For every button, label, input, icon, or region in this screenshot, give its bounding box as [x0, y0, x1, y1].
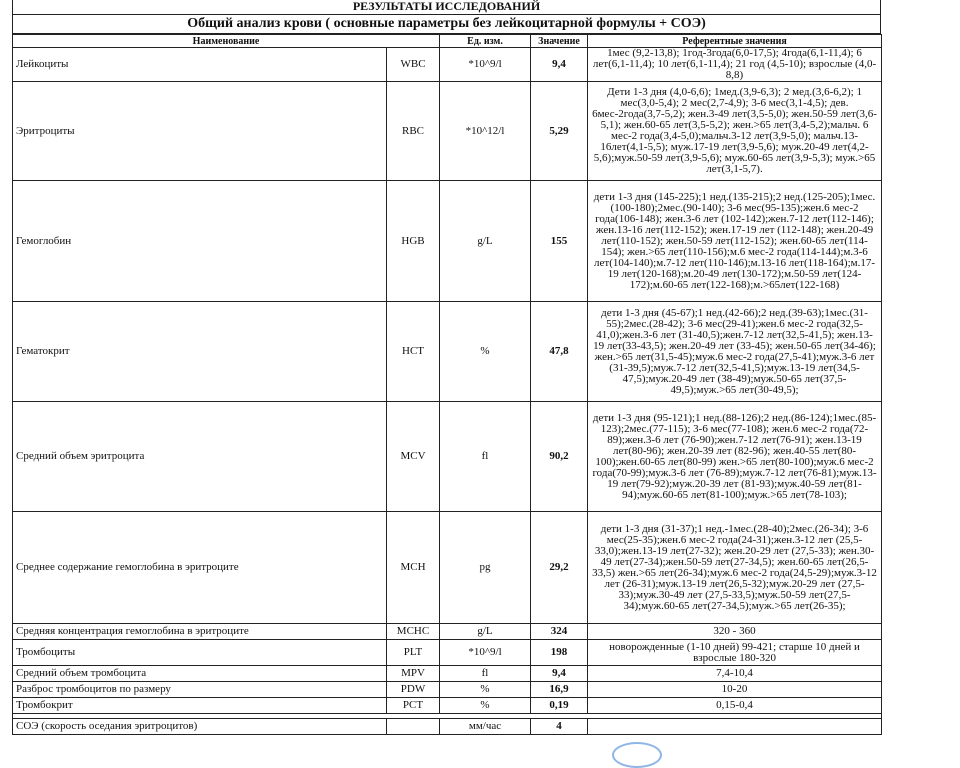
row-code: MCHC — [387, 624, 440, 640]
esr-row — [13, 719, 882, 735]
row-code: MCH — [387, 512, 440, 624]
row-name: Средняя концентрация гемоглобина в эритроците — [13, 624, 387, 640]
row-unit: % — [440, 682, 531, 698]
row-ref — [588, 719, 882, 735]
row-unit: g/L — [440, 181, 531, 302]
row-value: 9,4 — [531, 666, 588, 682]
row-code: MPV — [387, 666, 440, 682]
col-header-name: Наименование — [13, 35, 440, 48]
row-name: Тромбокрит — [13, 698, 387, 714]
table-row — [13, 302, 882, 402]
row-value: 16,9 — [531, 682, 588, 698]
row-name: Разброс тромбоцитов по размеру — [13, 682, 387, 698]
row-value: 29,2 — [531, 512, 588, 624]
row-name: Тромбоциты — [13, 640, 387, 666]
results-table — [12, 34, 882, 735]
row-code: RBC — [387, 82, 440, 181]
table-row — [13, 402, 882, 512]
row-value: 4 — [531, 719, 588, 735]
table-row — [13, 624, 882, 640]
row-value: 155 — [531, 181, 588, 302]
row-code: MCV — [387, 402, 440, 512]
row-unit: *10^12/l — [440, 82, 531, 181]
row-code: PCT — [387, 698, 440, 714]
row-ref: дети 1-3 дня (45-67);1 нед.(42-66);2 нед.(39-63);1мес.(31-55);2мес.(28-42); 3-6 мес(29-41);жен.6 мес-2 года(32,5-41,0);жен.3-6 лет (31-40,5);жен.7-12 лет(32,5-41,5); жен.13-19 лет(33-43,5); жен.20-49 лет (33-45); жен.50-65 лет(34-46); жен.>65 лет(31,5-45);муж.6 мес-2 года(27,5-41);муж.3-6 лет (31-39,5);муж.7-12 лет(32,5-41,5);муж.13-19 лет(34,5-47,5);муж.20-49 лет (38-49);муж.50-65 лет(37,5-49,5);муж.>65 лет(30-49,5); — [588, 302, 882, 402]
row-code: HCT — [387, 302, 440, 402]
row-value: 90,2 — [531, 402, 588, 512]
row-value: 0,19 — [531, 698, 588, 714]
row-unit: *10^9/l — [440, 640, 531, 666]
row-ref: 10-20 — [588, 682, 882, 698]
row-value: 324 — [531, 624, 588, 640]
row-unit: g/L — [440, 624, 531, 640]
row-code — [387, 719, 440, 735]
table-row — [13, 682, 882, 698]
results-sheet — [12, 0, 881, 735]
row-unit: *10^9/l — [440, 48, 531, 82]
row-ref: дети 1-3 дня (31-37);1 нед.-1мес.(28-40);2мес.(26-34); 3-6 мес(25-35);жен.6 мес-2 года(24-31);жен.3-12 лет (25,5-33,0);жен.13-19 лет(27-32); жен.20-29 лет (27,5-33); жен.30-49 лет(27-34);жен.50-59 лет(27-34,5); жен.60-65 лет(26,5-33,5) жен.>65 лет(26-34);муж.6 мес-2 года(24,5-29);муж.3-12 лет (26-31);муж.13-19 лет(26,5-32);муж.20-29 лет (27,5-33);муж.30-49 лет (27,5-33,5);муж.50-59 лет(27,5-34);муж.60-65 лет(27-34,5);муж.>65 лет(26-35); — [588, 512, 882, 624]
row-name: Эритроциты — [13, 82, 387, 181]
row-value: 47,8 — [531, 302, 588, 402]
row-ref: новорожденные (1-10 дней) 99-421; старше 10 дней и взрослые 180-320 — [588, 640, 882, 666]
row-name: Лейкоциты — [13, 48, 387, 82]
row-value: 5,29 — [531, 82, 588, 181]
report-header: РЕЗУЛЬТАТЫ ИССЛЕДОВАНИЙ — [12, 0, 881, 15]
row-ref: дети 1-3 дня (145-225);1 нед.(135-215);2 нед.(125-205);1мес.(100-180);2мес.(90-140); 3-6 мес(95-135);жен.6 мес-2 года(106-148); жен.3-6 лет (102-142);жен.7-12 лет(112-146); жен.13-16 лет(112-152); жен.17-19 лет (112-148); жен.20-49 лет(110-152); жен.50-59 лет(112-152); жен.60-65 лет(114-154); жен.>65 лет(110-156);м.6 мес-2 года(114-144);м.3-6 лет(104-140);м.7-12 лет(110-146);м.13-16 лет(118-164);м.17-19 лет(120-168);м.20-49 лет(130-172);м.50-59 лет(124-172);м.60-65 лет(122-168);м.>65лет(122-168) — [588, 181, 882, 302]
table-row — [13, 82, 882, 181]
row-unit: fl — [440, 402, 531, 512]
row-name: СОЭ (скорость оседания эритроцитов) — [13, 719, 387, 735]
table-row — [13, 698, 882, 714]
row-name: Среднее содержание гемоглобина в эритроците — [13, 512, 387, 624]
table-row — [13, 181, 882, 302]
row-ref: дети 1-3 дня (95-121);1 нед.(88-126);2 нед.(86-124);1мес.(85-123);2мес.(77-115); 3-6 мес(77-108); жен.6 мес-2 года(72-89);жен.3-6 лет (76-90);жен.7-12 лет(76-91); жен.13-19 лет(80-96); жен.20-39 лет (82-96); жен.40-55 лет(80-100);жен.60-65 лет(80-99) жен.>65 лет(80-100);муж.6 мес-2 года(70-99);муж.3-6 лет (76-89);муж.7-12 лет(76-81);муж.13-19 лет(79-92);муж.20-39 лет (81-93);муж.40-59 лет(81-94);муж.60-65 лет(81-100);муж.>65 лет(78-103); — [588, 402, 882, 512]
row-unit: fl — [440, 666, 531, 682]
row-name: Гематокрит — [13, 302, 387, 402]
table-row — [13, 48, 882, 82]
row-unit: pg — [440, 512, 531, 624]
row-ref: Дети 1-3 дня (4,0-6,6); 1мед.(3,9-6,3); 2 мед.(3,6-6,2); 1 мес(3,0-5,4); 2 мес(2,7-4,9); 3-6 мес(3,1-4,5); дев. 6мес-2года(3,7-5,2); жен.3-49 лет(3,5-5,0); жен.50-59 лет(3,6-5,1); жен.60-65 лет(3,5-5,2); жен.>65 лет(3,4-5,2);мальч. 6 мес-2 года(3,4-5,0);мальч.3-12 лет(3,9-5,0); мальч.13-16лет(4,1-5,5); муж.17-19 лет(3,9-5,6); муж.20-49 лет(4,2-5,6);муж.50-59 лет(3,9-5,6); муж.60-65 лет(3,9-5,3); муж.>65 лет(3,1-5,7). — [588, 82, 882, 181]
table-row — [13, 666, 882, 682]
col-header-value: Значение — [531, 35, 588, 48]
row-value: 198 — [531, 640, 588, 666]
row-ref: 7,4-10,4 — [588, 666, 882, 682]
row-unit: % — [440, 302, 531, 402]
row-name: Средний объем эритроцита — [13, 402, 387, 512]
row-unit: мм/час — [440, 719, 531, 735]
row-name: Гемоглобин — [13, 181, 387, 302]
row-value: 9,4 — [531, 48, 588, 82]
row-code: WBC — [387, 48, 440, 82]
row-code: PDW — [387, 682, 440, 698]
table-row — [13, 640, 882, 666]
row-code: PLT — [387, 640, 440, 666]
row-ref: 0,15-0,4 — [588, 698, 882, 714]
row-code: HGB — [387, 181, 440, 302]
report-title: Общий анализ крови ( основные параметры без лейкоцитарной формулы + СОЭ) — [12, 15, 881, 34]
row-ref: 320 - 360 — [588, 624, 882, 640]
stamp-seal — [612, 742, 662, 768]
table-header-row — [13, 35, 882, 48]
row-unit: % — [440, 698, 531, 714]
row-name: Средний объем тромбоцита — [13, 666, 387, 682]
table-row — [13, 512, 882, 624]
row-ref: 1мес (9,2-13,8); 1год-3года(6,0-17,5); 4года(6,1-11,4); 6 лет(6,1-11,4); 10 лет(6,1-11,4); 21 год (4,5-10); взрослые (4,0-8,8) — [588, 48, 882, 82]
col-header-ref: Референтные значения — [588, 35, 882, 48]
col-header-unit: Ед. изм. — [440, 35, 531, 48]
